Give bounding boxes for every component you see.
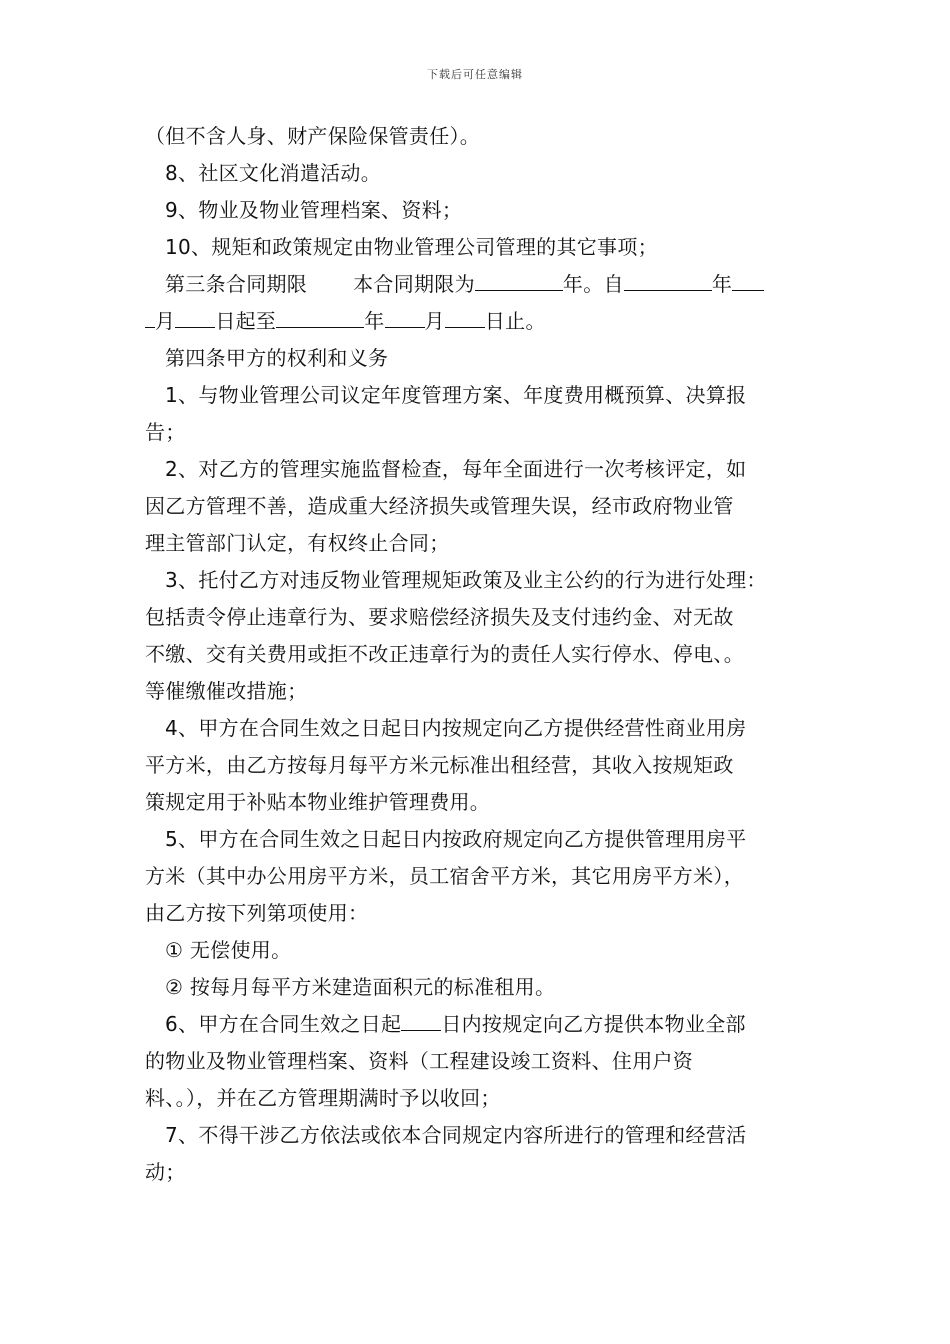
- text-line: [145, 1006, 817, 1043]
- text-line: 策规定用于补贴本物业维护管理费用。: [145, 790, 491, 814]
- blank-field: [445, 305, 485, 328]
- list-item: ② 按每月每平方米建造面积元的标准租用。: [165, 975, 556, 999]
- text-line: 料、。），并在乙方管理期满时予以收回；: [145, 1086, 501, 1110]
- text-line: 理主管部门认定，有权终止合同；: [145, 531, 450, 555]
- text-segment: 日起至: [215, 309, 277, 333]
- text-line: 动；: [145, 1160, 186, 1184]
- blank-field: [475, 268, 563, 291]
- article-three-title: 第三条合同期限: [165, 272, 308, 296]
- text-line: 方米（其中办公用房平方米，员工宿舍平方米，其它用房平方米），: [145, 864, 744, 888]
- text-segment: 年。自: [562, 272, 624, 296]
- article-four-title: 第四条甲方的权利和义务: [165, 346, 389, 370]
- text-line: （但不含人身、财产保险保管责任）。: [145, 124, 481, 148]
- page-header-note: 下载后可任意编辑: [427, 68, 523, 81]
- text-segment: 月: [155, 309, 176, 333]
- blank-field: [385, 305, 425, 328]
- blank-field: [401, 1008, 441, 1031]
- blank-field: [145, 305, 155, 328]
- blank-field: [276, 305, 364, 328]
- text-segment: 年: [711, 272, 733, 296]
- blank-field: [175, 305, 215, 328]
- text-line: 1、与物业管理公司议定年度管理方案、年度费用概预算、决算报: [165, 383, 747, 407]
- blank-field: [624, 268, 712, 291]
- list-item: ① 无偿使用。: [165, 938, 292, 962]
- text-line: 10、规矩和政策规定由物业管理公司管理的其它事项；: [165, 235, 658, 259]
- blank-field: [732, 268, 764, 291]
- text-line: 5、甲方在合同生效之日起日内按政府规定向乙方提供管理用房平: [165, 827, 747, 851]
- text-segment: 6、甲方在合同生效之日起: [165, 1012, 402, 1036]
- text-segment: 本合同期限为: [353, 272, 475, 296]
- text-segment: 日止。: [484, 309, 546, 333]
- text-line: 不缴、交有关费用或拒不改正违章行为的责任人实行停水、停电、。: [145, 642, 744, 666]
- text-line: 4、甲方在合同生效之日起日内按规定向乙方提供经营性商业用房: [165, 716, 747, 740]
- contract-term-line: [145, 303, 817, 340]
- text-segment: 日内按规定向乙方提供本物业全部: [441, 1012, 746, 1036]
- text-segment: 月: [424, 309, 445, 333]
- text-line: 由乙方按下列第项使用：: [145, 901, 369, 925]
- text-line: 包括责令停止违章行为、要求赔偿经济损失及支付违约金、对无故: [145, 605, 734, 629]
- text-line: 2、对乙方的管理实施监督检查，每年全面进行一次考核评定，如: [165, 457, 747, 481]
- text-line: 8、社区文化消遣活动。: [165, 161, 382, 185]
- text-line: 9、物业及物业管理档案、资料；: [165, 198, 463, 222]
- text-line: 因乙方管理不善，造成重大经济损失或管理失误，经市政府物业管: [145, 494, 734, 518]
- text-line: 平方米，由乙方按每月每平方米元标准出租经营，其收入按规矩政: [145, 753, 734, 777]
- text-line: 3、托付乙方对违反物业管理规矩政策及业主公约的行为进行处理：: [165, 568, 767, 592]
- text-line: 等催缴催改措施；: [145, 679, 308, 703]
- contract-term-line: [145, 266, 817, 303]
- text-line: 告；: [145, 420, 186, 444]
- text-line: 的物业及物业管理档案、资料（工程建设竣工资料、住用户资: [145, 1049, 694, 1073]
- text-line: 7、不得干涉乙方依法或依本合同规定内容所进行的管理和经营活: [165, 1123, 747, 1147]
- document-body: [145, 118, 817, 1191]
- text-segment: 年: [364, 309, 385, 333]
